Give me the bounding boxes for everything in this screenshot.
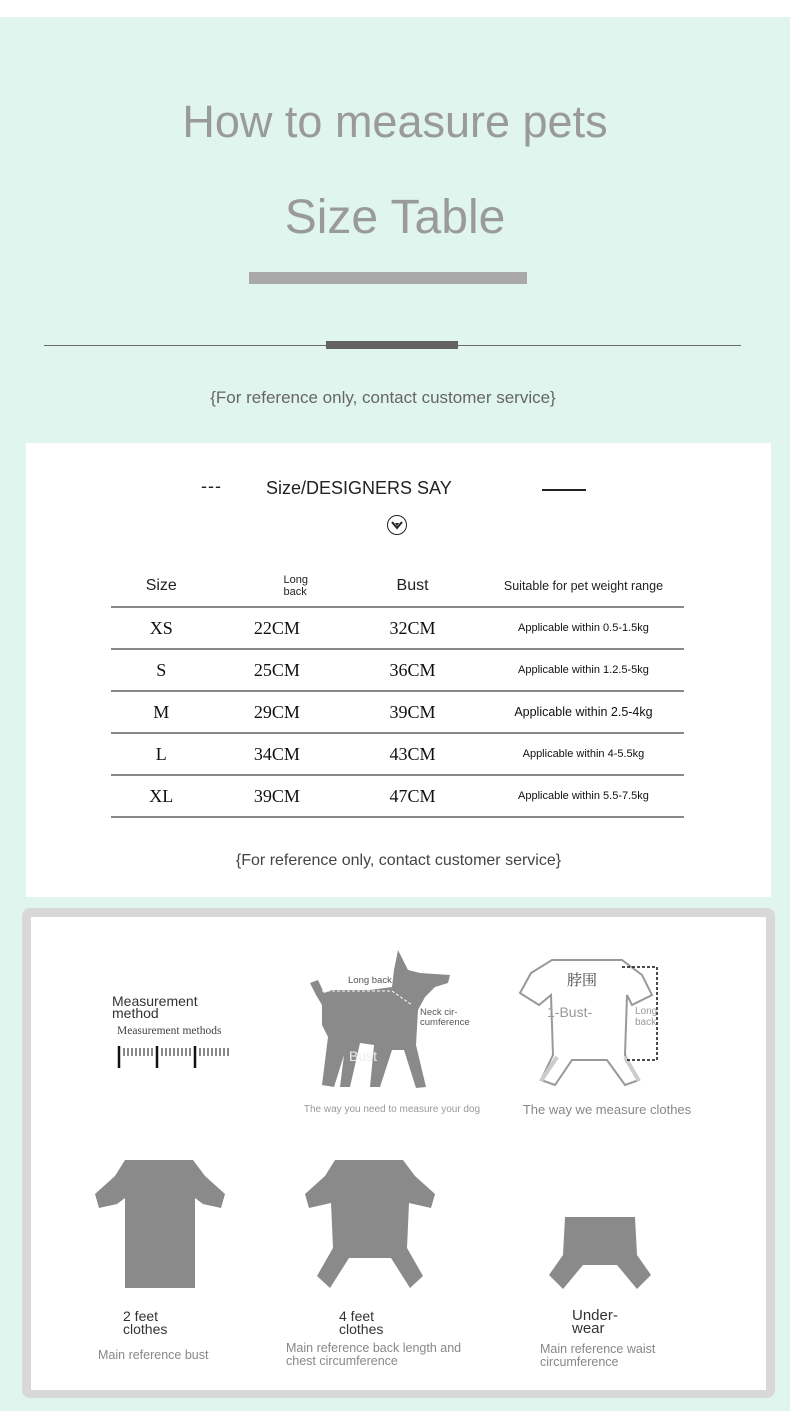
dog-neck-label: Neck cir- cumference: [420, 1007, 470, 1028]
underwear-icon: [545, 1215, 655, 1290]
size-cell: L: [111, 733, 212, 775]
column-header-bust: Bust: [342, 565, 483, 607]
long-back-cell: 25CM: [212, 649, 343, 691]
long-back-cell: 29CM: [212, 691, 343, 733]
four-feet-clothes-icon: [305, 1158, 435, 1290]
clothes-bust-label: 1-Bust-: [547, 1004, 593, 1020]
title-dash-left: ---: [201, 476, 222, 496]
size-cell: M: [111, 691, 212, 733]
table-row: [111, 775, 684, 817]
table-row: [111, 607, 684, 649]
table-header-row: [111, 565, 684, 607]
underwear-caption: Main reference waist circumference: [540, 1342, 656, 1369]
title-underline-bar: [249, 272, 527, 284]
bust-cell: 36CM: [342, 649, 483, 691]
weight-cell: Applicable within 1.2.5-5kg: [483, 649, 684, 691]
column-header-size: Size: [111, 565, 212, 607]
clothes-caption: The way we measure clothes: [522, 1102, 692, 1117]
weight-cell: Applicable within 2.5-4kg: [483, 691, 684, 733]
four-feet-caption: Main reference back length and chest circumference: [286, 1341, 462, 1368]
size-cell: XL: [111, 775, 212, 817]
bust-cell: 47CM: [342, 775, 483, 817]
table-row: [111, 733, 684, 775]
four-feet-label: 4 feet clothes: [339, 1308, 384, 1337]
clothes-long-back-label: Long back: [635, 1006, 658, 1028]
top-strip: [0, 0, 790, 17]
two-feet-clothes-icon: [95, 1158, 225, 1290]
size-card-title: Size/DESIGNERS SAY: [266, 478, 452, 498]
dog-long-back-label: Long back: [348, 975, 392, 986]
measurement-method-subtitle: Measurement methods: [117, 1025, 222, 1037]
size-cell: XS: [111, 607, 212, 649]
weight-cell: Applicable within 0.5-1.5kg: [483, 607, 684, 649]
measurement-method-title: Measurement method: [112, 993, 198, 1021]
weight-cell: Applicable within 5.5-7.5kg: [483, 775, 684, 817]
table-row: [111, 691, 684, 733]
two-feet-label: 2 feet clothes: [123, 1308, 168, 1337]
divider-accent-bar: [326, 341, 458, 349]
size-table: [111, 565, 684, 818]
bust-cell: 43CM: [342, 733, 483, 775]
size-cell: S: [111, 649, 212, 691]
column-header-long-back: Long back: [212, 565, 343, 607]
table-row: [111, 649, 684, 691]
underwear-label: Under- wear: [572, 1307, 618, 1337]
dog-caption: The way you need to measure your dog: [303, 1104, 481, 1115]
table-reference-note: {For reference only, contact customer service}: [235, 852, 562, 869]
dog-bust-label: Bust: [349, 1048, 378, 1064]
long-back-cell: 34CM: [212, 733, 343, 775]
title-dash-right: [542, 489, 586, 491]
weight-cell: Applicable within 4-5.5kg: [483, 733, 684, 775]
bust-cell: 32CM: [342, 607, 483, 649]
column-header-weight: Suitable for pet weight range: [483, 565, 684, 607]
chevron-down-circle-icon: [387, 515, 407, 535]
long-back-cell: 39CM: [212, 775, 343, 817]
two-feet-caption: Main reference bust: [98, 1348, 209, 1362]
long-back-cell: 22CM: [212, 607, 343, 649]
page-subtitle: Size Table: [284, 191, 506, 244]
reference-note: {For reference only, contact customer service}: [210, 388, 556, 407]
ruler-icon: [117, 1044, 232, 1070]
bust-cell: 39CM: [342, 691, 483, 733]
page-title: How to measure pets: [182, 96, 608, 147]
clothes-neck-label: 脖围: [567, 971, 598, 989]
